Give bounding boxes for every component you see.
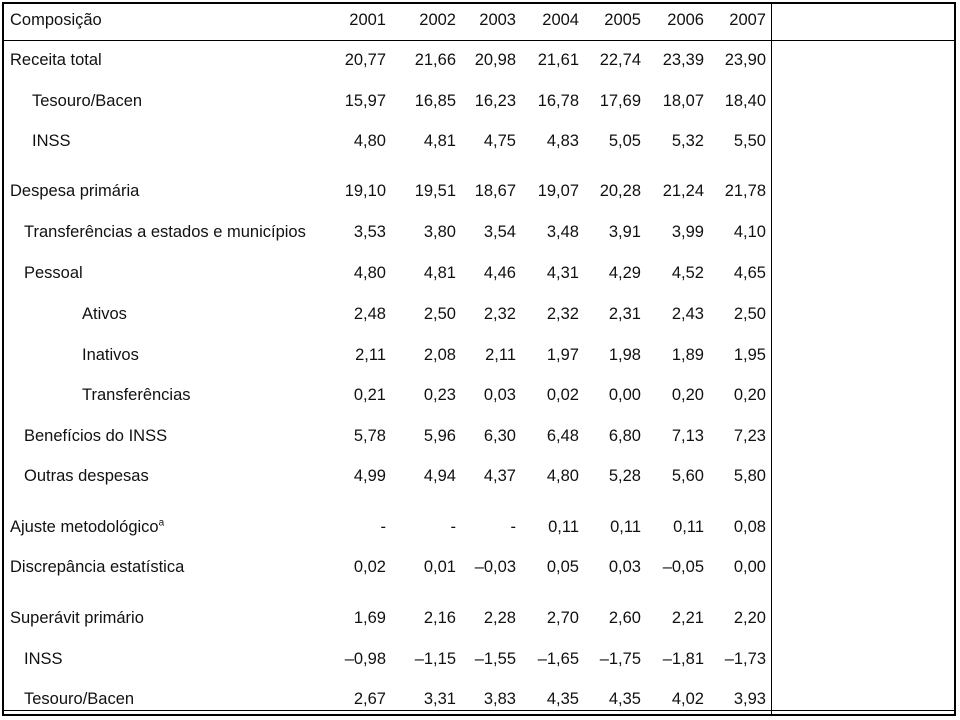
row-value: 0,11: [548, 518, 579, 536]
row-value: -: [510, 518, 516, 536]
row-value: 0,21: [353, 386, 386, 404]
row-label: Receita total: [10, 51, 102, 69]
row-value: 18,07: [662, 92, 704, 110]
table-row: [4, 45, 954, 75]
row-value: 3,53: [353, 223, 386, 241]
row-value: 0,03: [483, 386, 516, 404]
row-value: 20,98: [474, 51, 516, 69]
row-label-wrapper: [10, 512, 164, 542]
row-value: 20,77: [344, 51, 386, 69]
row-value: 5,80: [733, 467, 766, 485]
row-value: 4,81: [423, 132, 456, 150]
row-label: Inativos: [82, 346, 139, 364]
row-value: –1,81: [662, 650, 704, 668]
row-value: 3,54: [483, 223, 516, 241]
row-value: 0,20: [671, 386, 704, 404]
row-value: 3,80: [423, 223, 456, 241]
row-value: 5,50: [733, 132, 766, 150]
row-value: -: [380, 518, 386, 536]
row-value: 7,23: [733, 427, 766, 445]
row-value: 2,67: [353, 690, 386, 708]
row-value: 23,90: [724, 51, 766, 69]
table-row: [4, 258, 954, 288]
row-value: –0,03: [474, 558, 516, 576]
row-value: 16,78: [537, 92, 579, 110]
row-value: 6,80: [608, 427, 641, 445]
row-value: 4,99: [353, 467, 386, 485]
row-label: Discrepância estatística: [10, 558, 185, 576]
row-value: 2,08: [423, 346, 456, 364]
row-value: 0,08: [733, 518, 766, 536]
row-value: 4,81: [423, 264, 456, 282]
row-value: 1,95: [733, 346, 766, 364]
row-value: 2,31: [608, 305, 641, 323]
row-value: –1,55: [474, 650, 516, 668]
row-value: 22,74: [599, 51, 641, 69]
row-value: 2,50: [423, 305, 456, 323]
row-value: 4,75: [483, 132, 516, 150]
row-value: 5,05: [608, 132, 641, 150]
row-value: –0,98: [344, 650, 386, 668]
table-row: [4, 86, 954, 116]
row-label: Despesa primária: [10, 182, 140, 200]
row-value: 2,32: [546, 305, 579, 323]
row-value: –1,75: [599, 650, 641, 668]
table-frame: [2, 2, 956, 716]
header-year: 2001: [349, 11, 386, 29]
row-value: 16,85: [414, 92, 456, 110]
row-value: 5,28: [608, 467, 641, 485]
table-row: [4, 299, 954, 329]
row-value: 4,83: [546, 132, 579, 150]
row-value: 4,80: [546, 467, 579, 485]
row-value: 0,20: [733, 386, 766, 404]
header-year: 2005: [604, 11, 641, 29]
row-value: 0,11: [610, 518, 641, 536]
row-value: 21,61: [537, 51, 579, 69]
row-label: Pessoal: [24, 264, 83, 282]
row-value: –1,15: [414, 650, 456, 668]
row-value: 2,48: [353, 305, 386, 323]
row-value: 0,00: [733, 558, 766, 576]
row-value: –1,73: [724, 650, 766, 668]
table-row: [4, 552, 954, 582]
header-year: 2003: [479, 11, 516, 29]
row-value: 19,10: [344, 182, 386, 200]
row-value: 0,02: [353, 558, 386, 576]
row-label: Tesouro/Bacen: [32, 92, 143, 110]
row-value: 3,91: [608, 223, 641, 241]
row-label: Benefícios do INSS: [24, 427, 168, 445]
row-value: 4,65: [733, 264, 766, 282]
row-value: 2,16: [423, 609, 456, 627]
row-value: 2,50: [733, 305, 766, 323]
header-year: 2006: [667, 11, 704, 29]
row-value: 21,78: [724, 182, 766, 200]
row-value: 0,00: [608, 386, 641, 404]
row-value: 1,97: [546, 346, 579, 364]
table-row: [4, 512, 954, 542]
row-value: 4,35: [546, 690, 579, 708]
row-value: 20,28: [599, 182, 641, 200]
row-value: 3,48: [546, 223, 579, 241]
row-value: 4,80: [353, 132, 386, 150]
row-value: 2,60: [608, 609, 641, 627]
row-value: 18,40: [724, 92, 766, 110]
row-value: 2,70: [546, 609, 579, 627]
row-value: 0,11: [673, 518, 704, 536]
table-row: [4, 380, 954, 410]
row-label: Superávit primário: [10, 609, 144, 627]
row-value: 21,24: [662, 182, 704, 200]
row-value: 1,98: [608, 346, 641, 364]
row-value: 1,89: [671, 346, 704, 364]
row-value: 6,48: [546, 427, 579, 445]
row-value: 5,32: [671, 132, 704, 150]
header-label: Composição: [10, 11, 102, 29]
header-year: 2007: [729, 11, 766, 29]
row-value: -: [450, 518, 456, 536]
header-divider: [4, 40, 954, 41]
row-value: 0,23: [423, 386, 456, 404]
row-value: 4,31: [546, 264, 579, 282]
row-value: 5,78: [353, 427, 386, 445]
row-value: 3,93: [733, 690, 766, 708]
row-value: 1,69: [353, 609, 386, 627]
row-label: Transferências: [82, 386, 191, 404]
row-value: 5,96: [423, 427, 456, 445]
row-value: 19,07: [537, 182, 579, 200]
row-label: Tesouro/Bacen: [24, 690, 135, 708]
row-label: Ativos: [82, 305, 127, 323]
table-row: [4, 340, 954, 370]
row-value: –1,65: [537, 650, 579, 668]
row-value: 4,29: [608, 264, 641, 282]
table-row: [4, 421, 954, 451]
row-label: INSS: [32, 132, 71, 150]
row-value: –0,05: [662, 558, 704, 576]
row-value: 5,60: [671, 467, 704, 485]
row-value: 4,10: [733, 223, 766, 241]
row-value: 4,37: [483, 467, 516, 485]
row-value: 15,97: [344, 92, 386, 110]
table-row: [4, 126, 954, 156]
row-value: 0,01: [423, 558, 456, 576]
row-value: 0,03: [608, 558, 641, 576]
header-year: 2004: [542, 11, 579, 29]
table-row: [4, 461, 954, 491]
row-value: 2,32: [483, 305, 516, 323]
row-value: 19,51: [414, 182, 456, 200]
row-value: 4,80: [353, 264, 386, 282]
row-value: 2,20: [733, 609, 766, 627]
row-value: 3,83: [483, 690, 516, 708]
row-value: 18,67: [474, 182, 516, 200]
row-value: 23,39: [662, 51, 704, 69]
header-row: [4, 5, 954, 35]
footnote-marker: a: [158, 517, 165, 529]
row-value: 3,31: [423, 690, 456, 708]
row-value: 0,05: [546, 558, 579, 576]
table-row: [4, 684, 954, 714]
row-value: 6,30: [483, 427, 516, 445]
row-value: 2,11: [355, 346, 386, 364]
row-value: 2,28: [483, 609, 516, 627]
row-value: 4,94: [423, 467, 456, 485]
row-value: 2,43: [671, 305, 704, 323]
row-value: 2,11: [485, 346, 516, 364]
table-row: [4, 603, 954, 633]
row-value: 3,99: [671, 223, 704, 241]
row-label: INSS: [24, 650, 63, 668]
row-value: 4,52: [671, 264, 704, 282]
row-label: Ajuste metodológico: [10, 518, 159, 536]
row-value: 21,66: [414, 51, 456, 69]
table-row: [4, 217, 954, 247]
row-value: 2,21: [671, 609, 704, 627]
row-value: 7,13: [671, 427, 704, 445]
header-year: 2002: [419, 11, 456, 29]
row-value: 16,23: [474, 92, 516, 110]
row-label: Outras despesas: [24, 467, 149, 485]
row-value: 17,69: [599, 92, 641, 110]
row-value: 4,35: [608, 690, 641, 708]
row-value: 4,46: [483, 264, 516, 282]
row-label: Transferências a estados e municípios: [24, 223, 306, 241]
table-row: [4, 176, 954, 206]
table-row: [4, 644, 954, 674]
row-value: 0,02: [546, 386, 579, 404]
row-value: 4,02: [671, 690, 704, 708]
